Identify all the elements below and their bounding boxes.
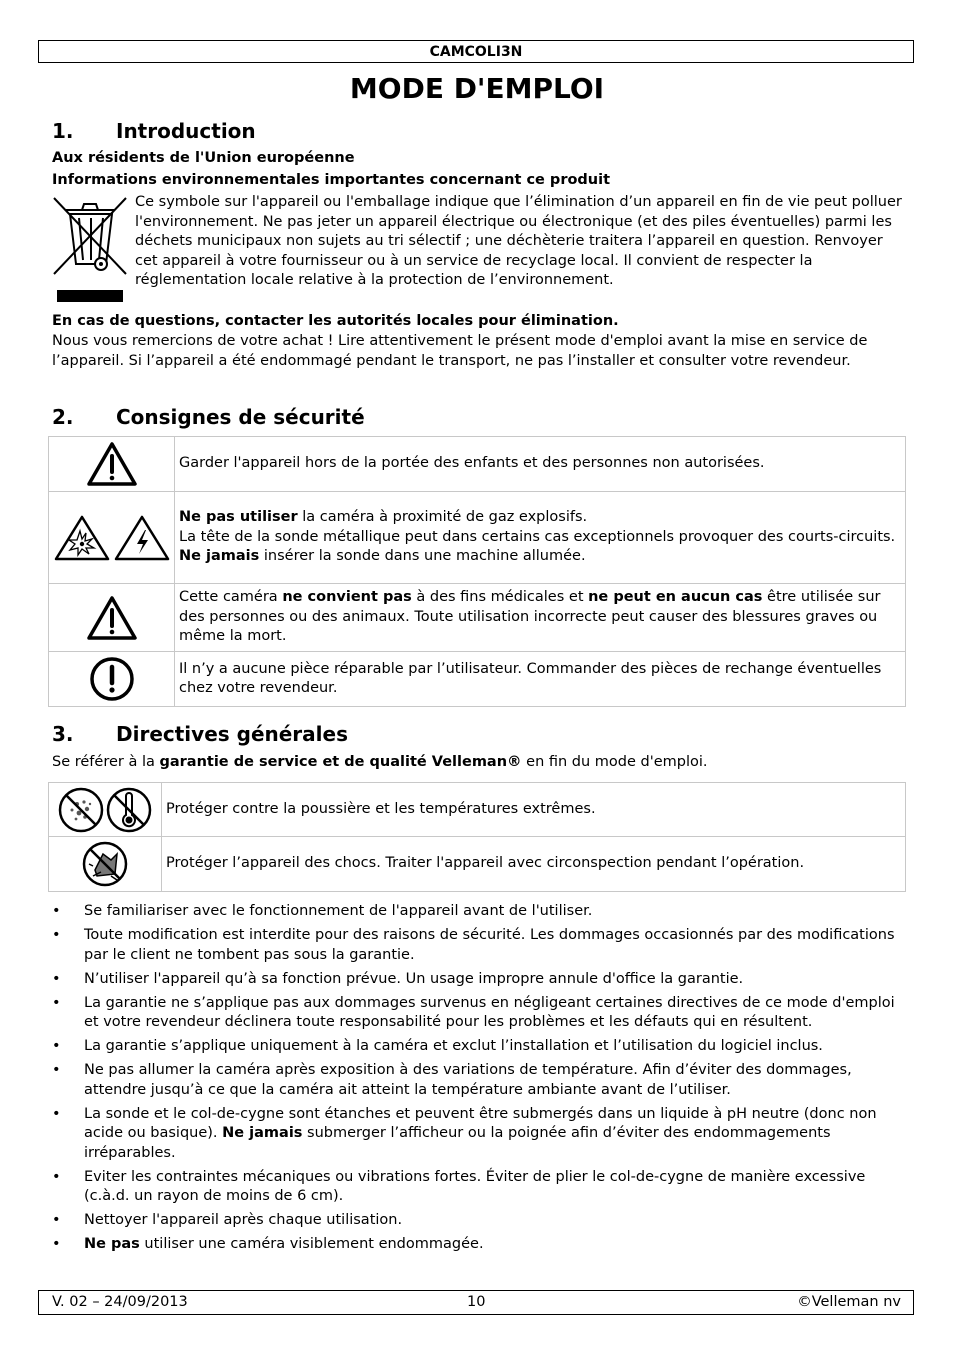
reference-text: en fin du mode d'emploi. (521, 754, 708, 770)
weee-description: Ce symbole sur l'appareil ou l'emballage indique que l’élimination d’un appareil en fin de vie peut polluer l'environnement. Ne pas jeter un appareil électrique ou électronique (et des piles éventuelles) parmi les déchets municipaux non sujets au tri sélectif ; une déchèterie traitera l’appareil en question. Renvoyer cet appareil à votre fournisseur ou à un service de recyclage local. Il convient de respecter la réglementation locale relative à la protection de l’environnement. (135, 194, 902, 288)
section-number: 2. (52, 405, 74, 429)
general-guidelines-list (52, 902, 902, 1259)
safety-text: insérer la sonde dans une machine allumée. (259, 548, 586, 565)
safety-text: Cette caméra (179, 589, 283, 606)
electric-shock-warning-icon (116, 517, 168, 559)
explosive-and-electric-warning-icons (54, 513, 170, 563)
safety-text: la caméra à proximité de gaz explosifs. (297, 509, 588, 526)
weee-bin-icon (52, 194, 128, 306)
safety-line: La tête de la sonde métallique peut dans certains cas exceptionnels provoquer des courts-circuits. (179, 528, 896, 545)
list-item: • Eviter les contraintes mécaniques ou vibrations fortes. Éviter de plier le col-de-cygne de manière excessive (c.à.d. un rayon de moins de 6 cm). (52, 1168, 902, 1207)
env-info-label: Informations environnementales importantes concernant ce produit (52, 172, 611, 188)
safety-text-cell (175, 492, 906, 584)
reference-text: Se référer à la (52, 754, 160, 770)
emphasis: Ne pas (84, 1236, 140, 1252)
section-title: Directives générales (116, 722, 348, 746)
footer-copyright: ©Velleman nv (797, 1294, 901, 1310)
no-extreme-temperature-icon (108, 789, 150, 831)
safety-line (179, 508, 901, 528)
guidelines-table (48, 782, 906, 892)
safety-text-cell (175, 652, 906, 707)
thanks-text: Nous vous remercions de votre achat ! Lire attentivement le présent mode d'emploi avant la mise en service de l’appareil. Si l’appareil a été endommagé pendant le transport, ne pas l’installer et consulter votre revendeur. (52, 333, 868, 369)
safety-row (49, 652, 906, 707)
warranty-reference (52, 753, 902, 773)
page-footer (38, 1290, 914, 1315)
safety-text: Il n’y a aucune pièce réparable par l’utilisateur. Commander des pièces de rechange éventuelles chez votre revendeur. (179, 660, 882, 696)
list-item (52, 1235, 902, 1255)
emphasis: Ne pas utiliser (179, 509, 298, 526)
emphasis: ne convient pas (282, 589, 412, 606)
safety-row (49, 437, 906, 492)
questions-text: En cas de questions, contacter les autorités locales pour élimination. (52, 313, 619, 329)
list-item (52, 1105, 902, 1164)
eu-residents-label: Aux résidents de l'Union européenne (52, 150, 355, 166)
list-item: • Nettoyer l'appareil après chaque utilisation. (52, 1211, 902, 1231)
list-item: • Se familiariser avec le fonctionnement de l'appareil avant de l'utiliser. (52, 902, 902, 922)
guideline-text: Protéger l’appareil des chocs. Traiter l'appareil avec circonspection pendant l’opération. (166, 855, 805, 872)
guideline-text: Protéger contre la poussière et les températures extrêmes. (166, 800, 596, 817)
footer-version: V. 02 – 24/09/2013 (52, 1294, 188, 1310)
safety-text: Garder l'appareil hors de la portée des enfants et des personnes non autorisées. (179, 455, 765, 472)
footer-page-number: 10 (467, 1294, 486, 1310)
safety-text: être utilisée sur des personnes ou des animaux. Toute utilisation incorrecte peut causer des blessures graves ou même la mort. (179, 589, 881, 645)
warning-triangle-icon (86, 441, 138, 487)
guideline-row (49, 783, 906, 837)
guideline-text-cell (162, 837, 906, 892)
list-item: • La garantie ne s’applique pas aux dommages survenus en négligeant certaines directives de ce mode d'emploi et votre revendeur déclinera toute responsabilité pour les problèmes et les défauts qui en résultent. (52, 994, 902, 1033)
list-item-text: submerger l’afficheur ou la poignée afin d’éviter des endommagements irréparables. (84, 1125, 831, 1161)
no-dust-icon (60, 789, 102, 831)
safety-icon-cell (49, 492, 175, 584)
dust-and-temperature-icons (57, 786, 153, 834)
section-3-heading (52, 721, 348, 747)
safety-text-cell (175, 584, 906, 652)
section-title: Introduction (116, 119, 256, 143)
section-title: Consignes de sécurité (116, 405, 365, 429)
emphasis: Ne jamais (222, 1125, 303, 1141)
section-number: 1. (52, 119, 74, 143)
warranty-name: garantie de service et de qualité Velleman® (159, 754, 522, 770)
header-model: CAMCOLI3N (38, 40, 914, 63)
list-item-text: La sonde et le col-de-cygne sont étanches et peuvent être submergés dans un liquide à pH neutre (donc non acide ou basique). (84, 1105, 877, 1141)
section-2-heading (52, 404, 365, 430)
page-title: MODE D'EMPLOI (349, 72, 605, 105)
list-item: • N’utiliser l'appareil qu’à sa fonction prévue. Un usage impropre annule d'office la garantie. (52, 970, 902, 990)
safety-text: à des fins médicales et (411, 589, 589, 606)
warning-triangle-icon (86, 595, 138, 641)
section-number: 3. (52, 722, 74, 746)
guideline-icon-cell (49, 837, 162, 892)
safety-line (179, 547, 901, 567)
list-item: • La garantie s’applique uniquement à la caméra et exclut l’installation et l’utilisation du logiciel inclus. (52, 1037, 902, 1057)
emphasis: Ne jamais (179, 548, 260, 565)
guideline-text-cell (162, 783, 906, 837)
explosive-warning-icon (56, 517, 108, 559)
guideline-icon-cell (49, 783, 162, 837)
safety-text-cell (175, 437, 906, 492)
emphasis: ne peut en aucun cas (588, 589, 763, 606)
guideline-row (49, 837, 906, 892)
section-1-heading (52, 118, 256, 144)
attention-circle-icon (88, 656, 136, 702)
safety-table (48, 436, 906, 707)
list-item: • Toute modification est interdite pour des raisons de sécurité. Les dommages occasionnés par des modifications par le client ne tombent pas sous la garantie. (52, 926, 902, 965)
safety-row (49, 492, 906, 584)
safety-icon-cell (49, 584, 175, 652)
safety-row (49, 584, 906, 652)
safety-icon-cell (49, 437, 175, 492)
list-item-text: utiliser une caméra visiblement endommagée. (139, 1236, 484, 1252)
no-shock-icon (81, 840, 129, 888)
list-item: • Ne pas allumer la caméra après exposition à des variations de température. Afin d’éviter des dommages, attendre jusqu’à ce que la caméra ait atteint la température ambiante avant de l’utiliser. (52, 1061, 902, 1100)
safety-icon-cell (49, 652, 175, 707)
